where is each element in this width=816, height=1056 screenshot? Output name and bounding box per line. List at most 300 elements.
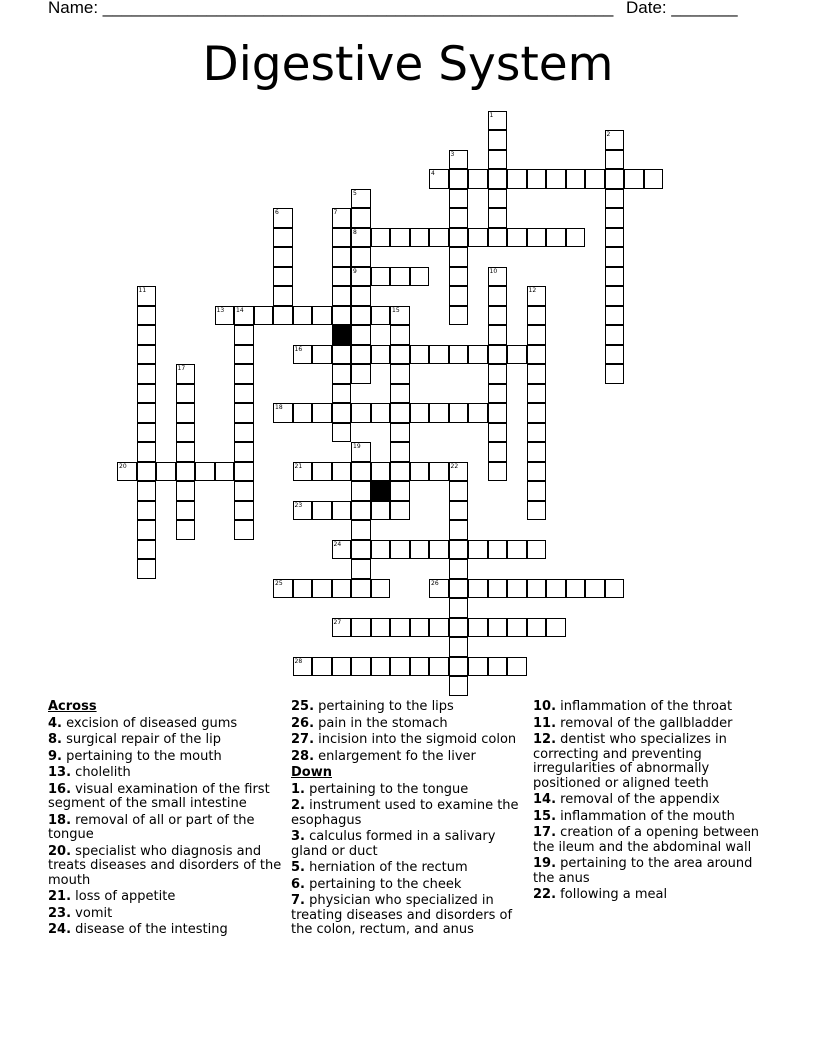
grid-cell[interactable]: [488, 657, 508, 677]
grid-cell[interactable]: [390, 306, 410, 326]
grid-cell[interactable]: [488, 130, 508, 150]
grid-cell[interactable]: [429, 540, 449, 560]
grid-cell[interactable]: [605, 130, 625, 150]
grid-cell[interactable]: [293, 462, 313, 482]
grid-cell[interactable]: [234, 345, 254, 365]
grid-cell[interactable]: [410, 657, 430, 677]
page-title: Digestive System: [202, 37, 614, 92]
grid-cell[interactable]: [176, 403, 196, 423]
grid-cell[interactable]: [488, 618, 508, 638]
grid-cell[interactable]: [351, 462, 371, 482]
grid-cell[interactable]: [137, 325, 157, 345]
clue-number: 21: [294, 462, 303, 470]
grid-cell[interactable]: [273, 267, 293, 287]
grid-cell[interactable]: [527, 579, 547, 599]
grid-cell[interactable]: [449, 403, 469, 423]
grid-cell[interactable]: [449, 208, 469, 228]
grid-cell[interactable]: [137, 481, 157, 501]
grid-cell[interactable]: [390, 267, 410, 287]
clue-number: 7: [333, 209, 338, 216]
grid-cell[interactable]: [215, 306, 235, 326]
grid-cell[interactable]: [371, 267, 391, 287]
grid-cell[interactable]: [605, 267, 625, 287]
grid-cell[interactable]: [410, 618, 430, 638]
grid-cell[interactable]: [234, 520, 254, 540]
clue-number: 10: [489, 267, 498, 275]
grid-cell[interactable]: [351, 618, 371, 638]
black-cell: [332, 325, 352, 345]
grid-cell[interactable]: [605, 169, 625, 189]
grid-cell[interactable]: [449, 540, 469, 560]
grid-cell[interactable]: [176, 384, 196, 404]
grid-cell[interactable]: [156, 462, 176, 482]
grid-cell[interactable]: [488, 403, 508, 423]
grid-cell[interactable]: [371, 657, 391, 677]
grid-cell[interactable]: [390, 403, 410, 423]
grid-cell[interactable]: [293, 345, 313, 365]
grid-cell[interactable]: [449, 598, 469, 618]
grid-cell[interactable]: [332, 403, 352, 423]
grid-cell[interactable]: [332, 657, 352, 677]
grid-cell[interactable]: [176, 520, 196, 540]
grid-cell[interactable]: [137, 442, 157, 462]
grid-cell[interactable]: [410, 267, 430, 287]
grid-cell[interactable]: [507, 618, 527, 638]
grid-cell[interactable]: [234, 325, 254, 345]
grid-cell[interactable]: [351, 208, 371, 228]
grid-cell[interactable]: [449, 247, 469, 267]
grid-cell[interactable]: [605, 208, 625, 228]
grid-cell[interactable]: [332, 618, 352, 638]
grid-cell[interactable]: [468, 657, 488, 677]
grid-cell[interactable]: [449, 169, 469, 189]
grid-cell[interactable]: [468, 579, 488, 599]
grid-cell[interactable]: [605, 306, 625, 326]
grid-cell[interactable]: [312, 579, 332, 599]
down-clue: 12. dentist who specializes in correcting and preventing irregularities of abnormally positioned or aligned teeth: [533, 732, 727, 791]
clues-column-1: [48, 700, 288, 940]
grid-cell[interactable]: [429, 657, 449, 677]
grid-cell[interactable]: [312, 462, 332, 482]
down-clue: 5. herniation of the rectum: [291, 860, 468, 875]
grid-cell[interactable]: [117, 462, 137, 482]
grid-cell[interactable]: [312, 403, 332, 423]
across-clue: 28. enlargement fo the liver: [291, 748, 476, 764]
grid-cell[interactable]: [488, 384, 508, 404]
grid-cell[interactable]: [137, 501, 157, 521]
clue-number: 18: [275, 404, 283, 411]
clue-number: 24: [333, 540, 342, 548]
grid-cell[interactable]: [332, 384, 352, 404]
grid-cell[interactable]: [488, 364, 508, 384]
grid-cell[interactable]: [332, 501, 352, 521]
grid-cell[interactable]: [273, 286, 293, 306]
grid-cell[interactable]: [488, 325, 508, 345]
grid-cell[interactable]: [585, 579, 605, 599]
grid-cell[interactable]: [527, 618, 547, 638]
grid-cell[interactable]: [468, 169, 488, 189]
grid-cell[interactable]: [390, 462, 410, 482]
grid-cell[interactable]: [215, 462, 235, 482]
grid-cell[interactable]: [273, 306, 293, 326]
clue-number: 27: [333, 618, 342, 626]
grid-cell[interactable]: [137, 345, 157, 365]
clue-number: 4: [431, 170, 435, 177]
grid-cell[interactable]: [410, 403, 430, 423]
clue-number: 23: [294, 501, 303, 509]
grid-cell[interactable]: [410, 462, 430, 482]
clue-number: 3: [450, 150, 455, 158]
grid-cell[interactable]: [449, 481, 469, 501]
grid-cell[interactable]: [488, 423, 508, 443]
grid-cell[interactable]: [449, 618, 469, 638]
grid-cell[interactable]: [176, 462, 196, 482]
grid-cell[interactable]: [332, 306, 352, 326]
grid-cell[interactable]: [429, 618, 449, 638]
grid-cell[interactable]: [488, 150, 508, 170]
grid-cell[interactable]: [527, 228, 547, 248]
grid-cell[interactable]: [605, 345, 625, 365]
grid-cell[interactable]: [137, 423, 157, 443]
grid-cell[interactable]: [137, 286, 157, 306]
grid-cell[interactable]: [234, 423, 254, 443]
grid-cell[interactable]: [390, 618, 410, 638]
grid-cell[interactable]: [351, 189, 371, 209]
grid-cell[interactable]: [176, 442, 196, 462]
grid-cell[interactable]: [234, 306, 254, 326]
grid-cell[interactable]: [293, 501, 313, 521]
grid-cell[interactable]: [488, 579, 508, 599]
grid-cell[interactable]: [488, 189, 508, 209]
grid-cell[interactable]: [332, 345, 352, 365]
grid-cell[interactable]: [332, 228, 352, 248]
grid-cell[interactable]: [488, 306, 508, 326]
grid-cell[interactable]: [527, 384, 547, 404]
down-clue: 7. physician who specialized in treating diseases and disorders of the colon, rectum, and anus: [291, 893, 513, 937]
grid-cell[interactable]: [468, 403, 488, 423]
grid-cell[interactable]: [390, 481, 410, 501]
grid-cell[interactable]: [449, 559, 469, 579]
grid-cell[interactable]: [371, 579, 391, 599]
grid-cell[interactable]: [644, 169, 664, 189]
grid-cell[interactable]: [488, 267, 508, 287]
grid-cell[interactable]: [410, 228, 430, 248]
grid-cell[interactable]: [195, 462, 215, 482]
grid-cell[interactable]: [234, 501, 254, 521]
clue-number: 22: [450, 462, 459, 470]
grid-cell[interactable]: [527, 364, 547, 384]
clue-number: 20: [119, 462, 127, 470]
down-clue: 14. removal of the appendix: [533, 792, 720, 807]
grid-cell[interactable]: [176, 423, 196, 443]
grid-cell[interactable]: [429, 228, 449, 248]
grid-cell[interactable]: [605, 364, 625, 384]
date-field-label[interactable]: Date: _______: [626, 0, 738, 17]
grid-cell[interactable]: [527, 540, 547, 560]
grid-cell[interactable]: [527, 306, 547, 326]
grid-cell[interactable]: [234, 481, 254, 501]
grid-cell[interactable]: [449, 462, 469, 482]
grid-cell[interactable]: [449, 520, 469, 540]
name-field-label[interactable]: Name: ______________________________________________________: [48, 0, 614, 17]
grid-cell[interactable]: [390, 540, 410, 560]
grid-cell[interactable]: [273, 247, 293, 267]
across-clue: 20. specialist who diagnosis and treats diseases and disorders of the mouth: [48, 843, 282, 888]
grid-cell[interactable]: [605, 286, 625, 306]
grid-cell[interactable]: [273, 579, 293, 599]
across-clue: 8. surgical repair of the lip: [48, 732, 221, 747]
grid-cell[interactable]: [390, 423, 410, 443]
grid-cell[interactable]: [468, 540, 488, 560]
grid-cell[interactable]: [176, 364, 196, 384]
grid-cell[interactable]: [449, 189, 469, 209]
clue-number: 28: [294, 657, 303, 665]
grid-cell[interactable]: [546, 618, 566, 638]
grid-cell[interactable]: [488, 286, 508, 306]
grid-cell[interactable]: [390, 364, 410, 384]
grid-cell[interactable]: [351, 228, 371, 248]
grid-cell[interactable]: [371, 462, 391, 482]
grid-cell[interactable]: [605, 150, 625, 170]
grid-cell[interactable]: [351, 540, 371, 560]
grid-cell[interactable]: [449, 150, 469, 170]
grid-cell[interactable]: [449, 657, 469, 677]
grid-cell[interactable]: [371, 228, 391, 248]
grid-cell[interactable]: [449, 228, 469, 248]
across-heading: Across: [48, 699, 97, 714]
grid-cell[interactable]: [312, 345, 332, 365]
grid-cell[interactable]: [332, 423, 352, 443]
grid-cell[interactable]: [605, 189, 625, 209]
grid-cell[interactable]: [468, 345, 488, 365]
grid-cell[interactable]: [488, 442, 508, 462]
grid-cell[interactable]: [371, 618, 391, 638]
grid-cell[interactable]: [507, 345, 527, 365]
grid-cell[interactable]: [351, 481, 371, 501]
grid-cell[interactable]: [605, 228, 625, 248]
grid-cell[interactable]: [176, 481, 196, 501]
grid-cell[interactable]: [371, 540, 391, 560]
grid-cell[interactable]: [351, 325, 371, 345]
grid-cell[interactable]: [468, 618, 488, 638]
grid-cell[interactable]: [546, 579, 566, 599]
grid-cell[interactable]: [312, 501, 332, 521]
grid-cell[interactable]: [293, 657, 313, 677]
grid-cell[interactable]: [566, 169, 586, 189]
grid-cell[interactable]: [351, 501, 371, 521]
grid-cell[interactable]: [546, 228, 566, 248]
grid-cell[interactable]: [137, 520, 157, 540]
grid-cell[interactable]: [273, 228, 293, 248]
grid-cell[interactable]: [449, 267, 469, 287]
grid-cell[interactable]: [429, 345, 449, 365]
grid-cell[interactable]: [351, 442, 371, 462]
grid-cell[interactable]: [605, 325, 625, 345]
grid-cell[interactable]: [371, 403, 391, 423]
grid-cell[interactable]: [507, 540, 527, 560]
grid-cell[interactable]: [234, 384, 254, 404]
grid-cell[interactable]: [312, 306, 332, 326]
grid-cell[interactable]: [507, 228, 527, 248]
clue-number: 12: [528, 287, 537, 294]
grid-cell[interactable]: [527, 442, 547, 462]
grid-cell[interactable]: [488, 169, 508, 189]
grid-cell[interactable]: [390, 384, 410, 404]
clue-number: 15: [392, 306, 400, 314]
grid-cell[interactable]: [527, 169, 547, 189]
grid-cell[interactable]: [605, 579, 625, 599]
across-clue: 24. disease of the intesting: [48, 922, 228, 937]
grid-cell[interactable]: [527, 325, 547, 345]
down-heading: Down: [291, 765, 332, 780]
grid-cell[interactable]: [449, 579, 469, 599]
grid-cell[interactable]: [351, 286, 371, 306]
grid-cell[interactable]: [449, 306, 469, 326]
clue-number: 8: [353, 228, 357, 236]
grid-cell[interactable]: [234, 364, 254, 384]
grid-cell[interactable]: [137, 559, 157, 579]
grid-cell[interactable]: [351, 579, 371, 599]
grid-cell[interactable]: [234, 403, 254, 423]
grid-cell[interactable]: [449, 676, 469, 696]
grid-cell[interactable]: [273, 403, 293, 423]
grid-cell[interactable]: [429, 169, 449, 189]
clue-number: 9: [353, 267, 357, 275]
grid-cell[interactable]: [371, 306, 391, 326]
grid-cell[interactable]: [332, 286, 352, 306]
grid-cell[interactable]: [605, 247, 625, 267]
grid-cell[interactable]: [449, 286, 469, 306]
across-clue: 21. loss of appetite: [48, 889, 176, 904]
grid-cell[interactable]: [351, 306, 371, 326]
grid-cell[interactable]: [390, 325, 410, 345]
grid-cell[interactable]: [332, 462, 352, 482]
grid-cell[interactable]: [137, 364, 157, 384]
grid-cell[interactable]: [488, 540, 508, 560]
grid-cell[interactable]: [293, 306, 313, 326]
across-clue: 9. pertaining to the mouth: [48, 748, 222, 764]
grid-cell[interactable]: [351, 267, 371, 287]
grid-cell[interactable]: [410, 540, 430, 560]
grid-cell[interactable]: [332, 208, 352, 228]
grid-cell[interactable]: [351, 403, 371, 423]
grid-cell[interactable]: [468, 228, 488, 248]
down-clue: 3. calculus formed in a salivary gland or duct: [291, 829, 496, 859]
grid-cell[interactable]: [176, 501, 196, 521]
grid-cell[interactable]: [527, 286, 547, 306]
clues-column-3: [533, 700, 773, 905]
clue-number: 2: [606, 131, 611, 138]
down-clue: 10. inflammation of the throat: [533, 699, 733, 714]
grid-cell[interactable]: [137, 462, 157, 482]
grid-cell[interactable]: [624, 169, 644, 189]
grid-cell[interactable]: [507, 657, 527, 677]
down-clue: 11. removal of the gallbladder: [533, 715, 733, 731]
across-clue: 26. pain in the stomach: [291, 715, 448, 731]
grid-cell[interactable]: [429, 403, 449, 423]
grid-cell[interactable]: [312, 657, 332, 677]
grid-cell[interactable]: [527, 462, 547, 482]
grid-cell[interactable]: [332, 540, 352, 560]
grid-cell[interactable]: [371, 345, 391, 365]
grid-cell[interactable]: [234, 462, 254, 482]
grid-cell[interactable]: [351, 364, 371, 384]
grid-cell[interactable]: [410, 345, 430, 365]
grid-cell[interactable]: [351, 657, 371, 677]
grid-cell[interactable]: [332, 247, 352, 267]
clue-number: 14: [236, 306, 244, 314]
grid-cell[interactable]: [137, 384, 157, 404]
grid-cell[interactable]: [332, 579, 352, 599]
grid-cell[interactable]: [351, 345, 371, 365]
grid-cell[interactable]: [429, 462, 449, 482]
grid-cell[interactable]: [273, 208, 293, 228]
clue-number: 17: [177, 365, 186, 372]
grid-cell[interactable]: [488, 208, 508, 228]
down-clue: 2. instrument used to examine the esophagus: [291, 798, 519, 828]
down-clue: 15. inflammation of the mouth: [533, 808, 735, 824]
black-cell: [371, 481, 391, 501]
grid-cell[interactable]: [371, 501, 391, 521]
grid-cell[interactable]: [137, 403, 157, 423]
grid-cell[interactable]: [254, 306, 274, 326]
grid-cell[interactable]: [566, 228, 586, 248]
grid-cell[interactable]: [566, 579, 586, 599]
grid-cell[interactable]: [449, 345, 469, 365]
grid-cell[interactable]: [137, 306, 157, 326]
grid-cell[interactable]: [390, 442, 410, 462]
grid-cell[interactable]: [488, 111, 508, 131]
grid-cell[interactable]: [293, 403, 313, 423]
grid-cell[interactable]: [351, 247, 371, 267]
grid-cell[interactable]: [507, 169, 527, 189]
grid-cell[interactable]: [449, 501, 469, 521]
down-clue: 1. pertaining to the tongue: [291, 781, 469, 797]
grid-cell[interactable]: [488, 228, 508, 248]
grid-cell[interactable]: [332, 364, 352, 384]
grid-cell[interactable]: [390, 501, 410, 521]
grid-cell[interactable]: [527, 423, 547, 443]
grid-cell[interactable]: [585, 169, 605, 189]
across-clue: 27. incision into the sigmoid colon: [291, 732, 517, 747]
grid-cell[interactable]: [527, 501, 547, 521]
grid-cell[interactable]: [351, 520, 371, 540]
down-clue: 19. pertaining to the area around the anus: [533, 856, 753, 886]
across-clue: 25. pertaining to the lips: [291, 699, 454, 714]
grid-cell[interactable]: [137, 540, 157, 560]
grid-cell[interactable]: [234, 442, 254, 462]
clue-number: 19: [353, 443, 361, 450]
grid-cell[interactable]: [449, 637, 469, 657]
grid-cell[interactable]: [488, 462, 508, 482]
grid-cell[interactable]: [332, 267, 352, 287]
grid-cell[interactable]: [546, 169, 566, 189]
grid-cell[interactable]: [527, 481, 547, 501]
grid-cell[interactable]: [351, 559, 371, 579]
clues-column-2: [291, 700, 527, 940]
grid-cell[interactable]: [293, 579, 313, 599]
grid-cell[interactable]: [527, 345, 547, 365]
grid-cell[interactable]: [527, 403, 547, 423]
grid-cell[interactable]: [390, 657, 410, 677]
grid-cell[interactable]: [507, 579, 527, 599]
clue-number: 11: [138, 287, 147, 294]
grid-cell[interactable]: [429, 579, 449, 599]
grid-cell[interactable]: [390, 345, 410, 365]
grid-cell[interactable]: [390, 228, 410, 248]
grid-cell[interactable]: [488, 345, 508, 365]
clue-number: 25: [275, 579, 283, 587]
